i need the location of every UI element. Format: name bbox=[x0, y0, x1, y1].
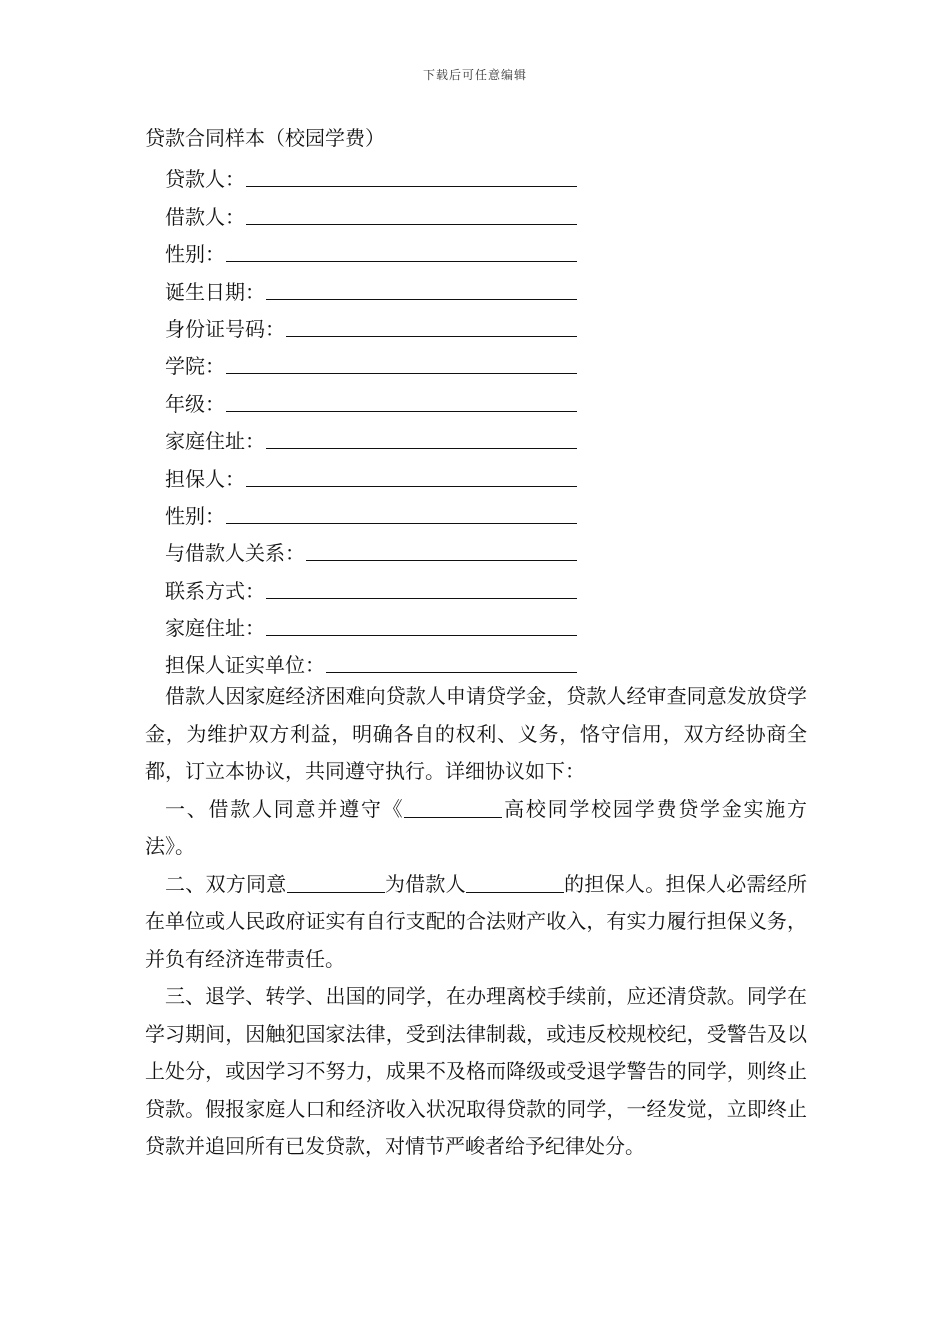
field-guarantor-certifying-unit bbox=[165, 641, 577, 678]
fill-in-line[interactable] bbox=[266, 299, 577, 300]
fill-in-line[interactable] bbox=[306, 560, 577, 561]
field-borrower bbox=[165, 192, 577, 229]
field-birth-date bbox=[165, 267, 577, 304]
field-guarantor-gender bbox=[165, 492, 577, 529]
field-label: 贷款人： bbox=[165, 167, 245, 192]
field-label: 担保人： bbox=[165, 466, 245, 491]
field-label: 学院： bbox=[165, 354, 225, 379]
fill-in-line[interactable] bbox=[266, 635, 577, 636]
field-label: 借款人： bbox=[165, 204, 245, 229]
field-id-number bbox=[165, 305, 577, 342]
clause-2 bbox=[145, 866, 807, 979]
clause-3: 三、退学、转学、出国的同学，在办理离校手续前，应还清贷款。同学在学习期间，因触犯国家法律，受到法律制裁，或违反校规校纪，受警告及以上处分，或因学习不努力，成果不及格而降级或受退学警告的同学，则终止贷款。假报家庭人口和经济收入状况取得贷款的同学，一经发觉，立即终止贷款并追回所有已发贷款，对情节严峻者给予纪律处分。 bbox=[145, 984, 807, 1158]
field-gender bbox=[165, 230, 577, 267]
fill-in-line[interactable] bbox=[246, 486, 577, 487]
clause-1-text-before: 一、借款人同意并遵守《 bbox=[165, 796, 405, 821]
field-label: 联系方式： bbox=[165, 578, 265, 603]
field-label: 家庭住址： bbox=[165, 429, 265, 454]
field-contact bbox=[165, 566, 577, 603]
form-fields bbox=[165, 155, 577, 678]
fill-in-blank[interactable] bbox=[404, 797, 502, 818]
fill-in-line[interactable] bbox=[226, 523, 577, 524]
clause-2-text-middle: 为借款人 bbox=[384, 871, 466, 896]
clause-1 bbox=[145, 791, 807, 866]
clause-1-text-after: 高校同学校园学费贷学金实施方法》。 bbox=[145, 796, 808, 858]
header-note: 下载后可任意编辑 bbox=[422, 68, 527, 82]
fill-in-line[interactable] bbox=[246, 224, 577, 225]
clause-2-text-before: 二、双方同意 bbox=[165, 871, 287, 896]
field-relationship bbox=[165, 529, 577, 566]
fill-in-line[interactable] bbox=[226, 411, 577, 412]
fill-in-line[interactable] bbox=[266, 448, 577, 449]
field-label: 年级： bbox=[165, 391, 225, 416]
field-home-address bbox=[165, 417, 577, 454]
fill-in-line[interactable] bbox=[226, 373, 577, 374]
field-label: 家庭住址： bbox=[165, 616, 265, 641]
clause-2-text-after: 的担保人。担保人必需经所在单位或人民政府证实有自行支配的合法财产收入，有实力履行担保义务，并负有经济连带责任。 bbox=[145, 871, 808, 971]
fill-in-line[interactable] bbox=[326, 672, 577, 673]
agreement-body bbox=[145, 678, 807, 1166]
field-guarantor bbox=[165, 454, 577, 491]
fill-in-blank[interactable] bbox=[287, 872, 385, 893]
field-college bbox=[165, 342, 577, 379]
field-lender bbox=[165, 155, 577, 192]
field-guarantor-address bbox=[165, 604, 577, 641]
intro-paragraph: 借款人因家庭经济困难向贷款人申请贷学金，贷款人经审查同意发放贷学金，为维护双方利益，明确各自的权利、义务，恪守信用，双方经协商全都，订立本协议，共同遵守执行。详细协议如下： bbox=[145, 684, 807, 783]
field-label: 诞生日期： bbox=[165, 279, 265, 304]
fill-in-line[interactable] bbox=[286, 336, 577, 337]
fill-in-line[interactable] bbox=[226, 261, 577, 262]
field-label: 性别： bbox=[165, 503, 225, 528]
field-label: 与借款人关系： bbox=[165, 541, 305, 566]
field-label: 担保人证实单位： bbox=[165, 653, 325, 678]
fill-in-blank[interactable] bbox=[466, 872, 564, 893]
field-label: 性别： bbox=[165, 242, 225, 267]
fill-in-line[interactable] bbox=[266, 598, 577, 599]
document-title: 贷款合同样本（校园学费） bbox=[145, 126, 385, 150]
fill-in-line[interactable] bbox=[246, 186, 577, 187]
field-grade bbox=[165, 379, 577, 416]
field-label: 身份证号码： bbox=[165, 316, 285, 341]
